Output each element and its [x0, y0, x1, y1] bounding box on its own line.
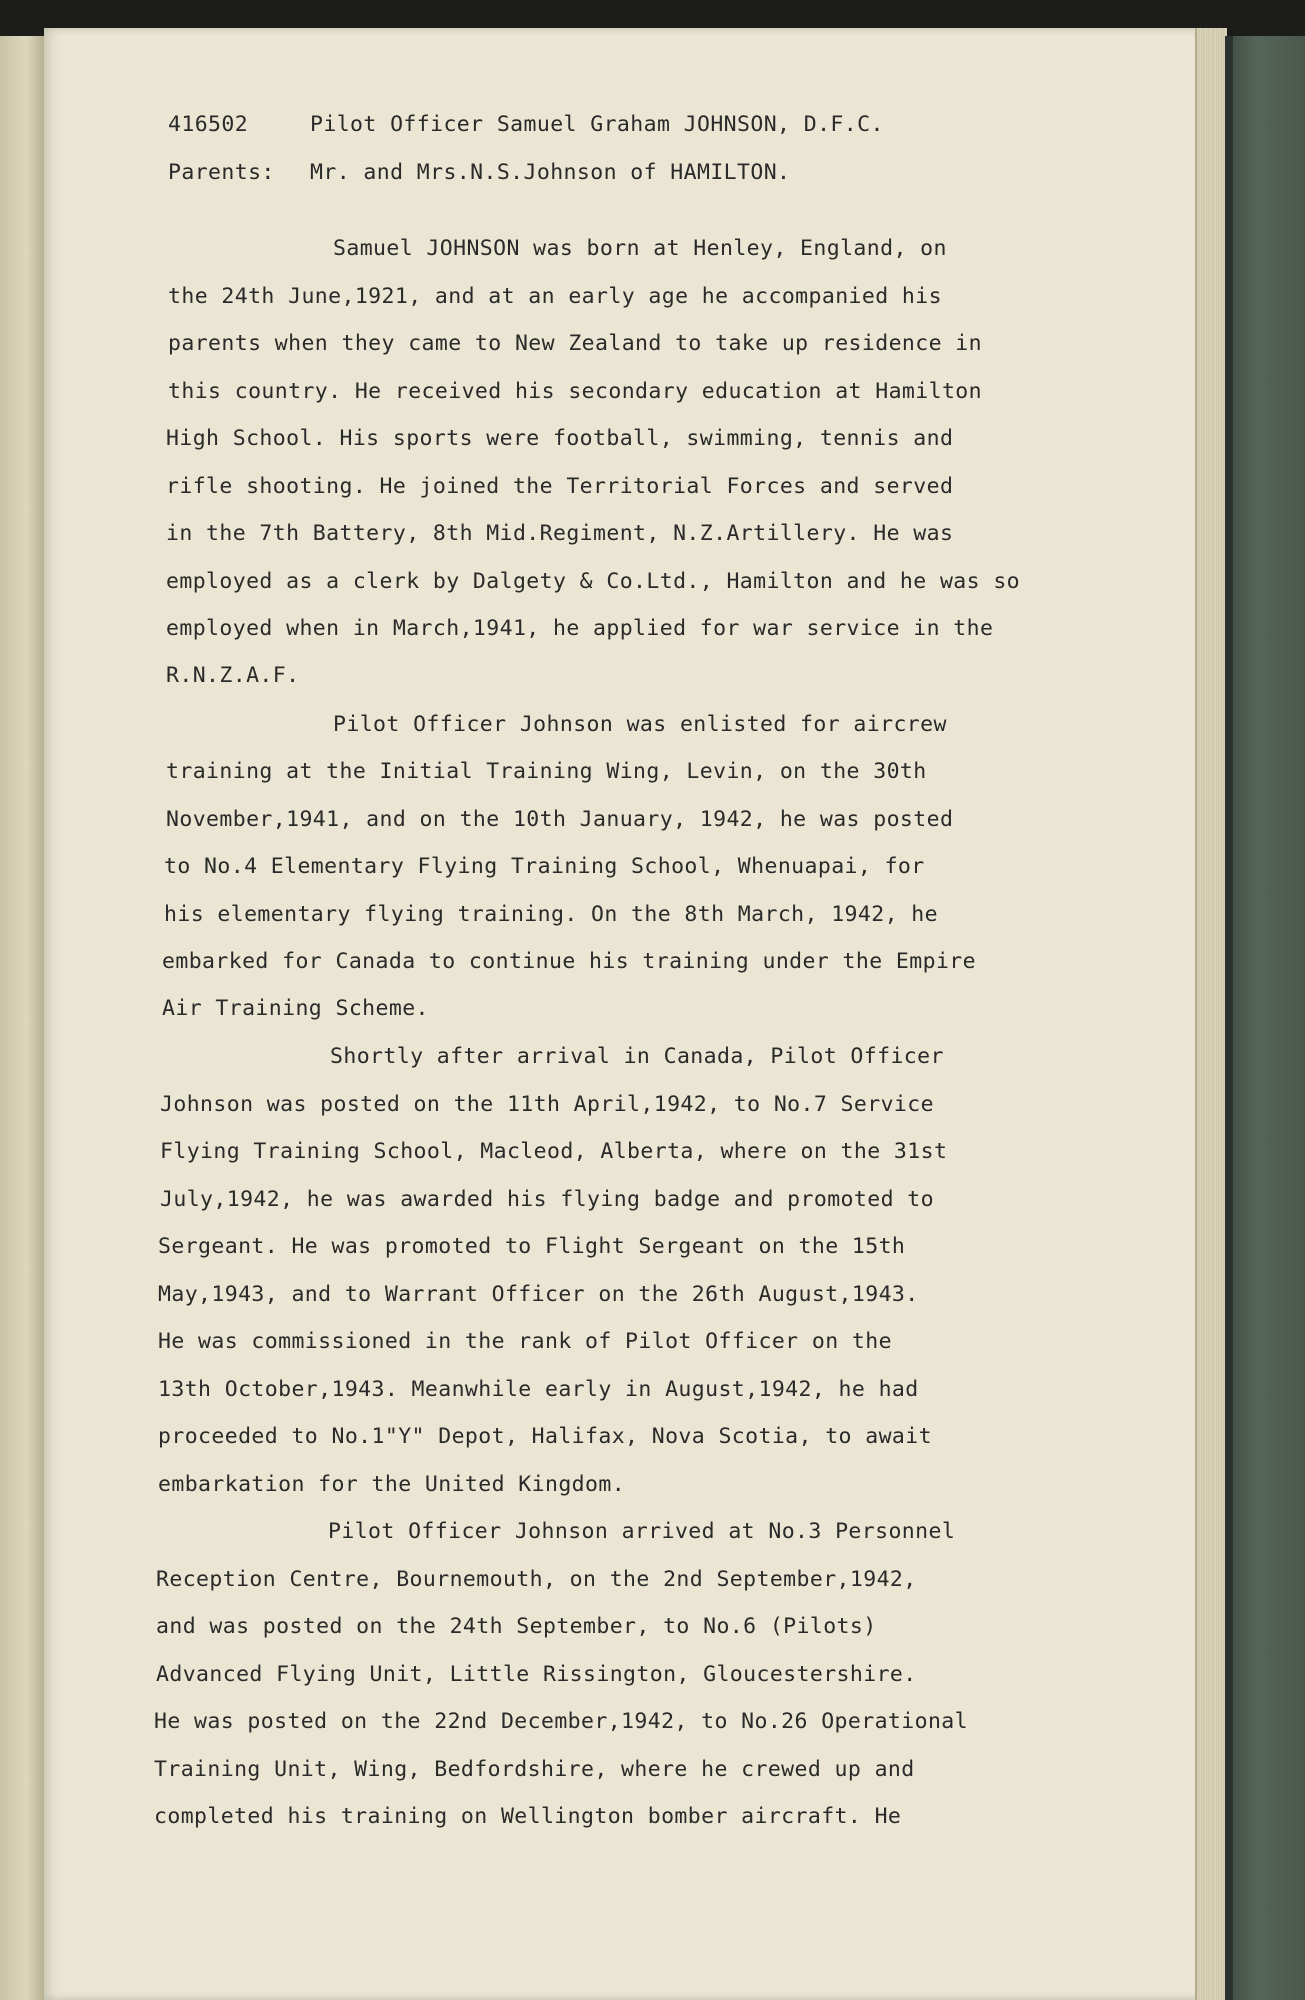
- body-line: He was commissioned in the rank of Pilot Officer on the: [158, 1329, 892, 1354]
- body-line: employed when in March,1941, he applied for war service in the: [166, 616, 994, 641]
- body-line: May,1943, and to Warrant Officer on the 26th August,1943.: [158, 1282, 919, 1307]
- body-line: Sergeant. He was promoted to Flight Sergeant on the 15th: [158, 1234, 906, 1259]
- body-line: Training Unit, Wing, Bedfordshire, where he crewed up and: [154, 1757, 915, 1782]
- body-line: R.N.Z.A.F.: [166, 663, 300, 688]
- body-line: Samuel JOHNSON was born at Henley, England, on: [333, 236, 947, 261]
- body-line: completed his training on Wellington bomber aircraft. He: [154, 1804, 902, 1829]
- body-line: He was posted on the 22nd December,1942, to No.26 Operational: [154, 1709, 968, 1734]
- body-line: Johnson was posted on the 11th April,1942, to No.7 Service: [160, 1092, 934, 1117]
- body-line: in the 7th Battery, 8th Mid.Regiment, N.Z.Artillery. He was: [166, 521, 954, 546]
- body-line: the 24th June,1921, and at an early age he accompanied his: [168, 284, 942, 309]
- body-line: to No.4 Elementary Flying Training School, Whenuapai, for: [164, 854, 925, 879]
- service-number: 416502: [168, 112, 249, 137]
- body-line: his elementary flying training. On the 8th March, 1942, he: [164, 902, 938, 927]
- body-line: and was posted on the 24th September, to No.6 (Pilots): [156, 1614, 877, 1639]
- book-cover: [1225, 36, 1305, 2000]
- body-line: Air Training Scheme.: [162, 996, 429, 1021]
- parents-value: Mr. and Mrs.N.S.Johnson of HAMILTON.: [310, 160, 791, 185]
- body-line: 13th October,1943. Meanwhile early in August,1942, he had: [158, 1377, 919, 1402]
- body-line: Pilot Officer Johnson arrived at No.3 Personnel: [328, 1519, 956, 1544]
- body-line: July,1942, he was awarded his flying badge and promoted to: [160, 1187, 934, 1212]
- body-line: November,1941, and on the 10th January, 1942, he was posted: [166, 807, 954, 832]
- body-line: parents when they came to New Zealand to take up residence in: [168, 331, 982, 356]
- body-line: Flying Training School, Macleod, Alberta, where on the 31st: [160, 1139, 948, 1164]
- body-line: High School. His sports were football, swimming, tennis and: [166, 426, 954, 451]
- book-cover-edge: [1225, 36, 1233, 2000]
- officer-name: Pilot Officer Samuel Graham JOHNSON, D.F.C.: [310, 112, 884, 137]
- body-line: rifle shooting. He joined the Territorial Forces and served: [166, 474, 954, 499]
- body-line: embarked for Canada to continue his training under the Empire: [162, 949, 976, 974]
- body-line: training at the Initial Training Wing, Levin, on the 30th: [166, 759, 927, 784]
- body-line: Pilot Officer Johnson was enlisted for aircrew: [333, 712, 947, 737]
- body-line: Reception Centre, Bournemouth, on the 2nd September,1942,: [156, 1567, 917, 1592]
- body-line: Advanced Flying Unit, Little Rissington, Gloucestershire.: [156, 1662, 917, 1687]
- parents-label: Parents:: [168, 160, 275, 185]
- body-line: employed as a clerk by Dalgety & Co.Ltd., Hamilton and he was so: [166, 569, 1021, 594]
- body-line: Shortly after arrival in Canada, Pilot Officer: [330, 1044, 944, 1069]
- body-line: this country. He received his secondary education at Hamilton: [168, 379, 982, 404]
- body-line: proceeded to No.1"Y" Depot, Halifax, Nova Scotia, to await: [158, 1424, 932, 1449]
- body-line: embarkation for the United Kingdom.: [158, 1472, 626, 1497]
